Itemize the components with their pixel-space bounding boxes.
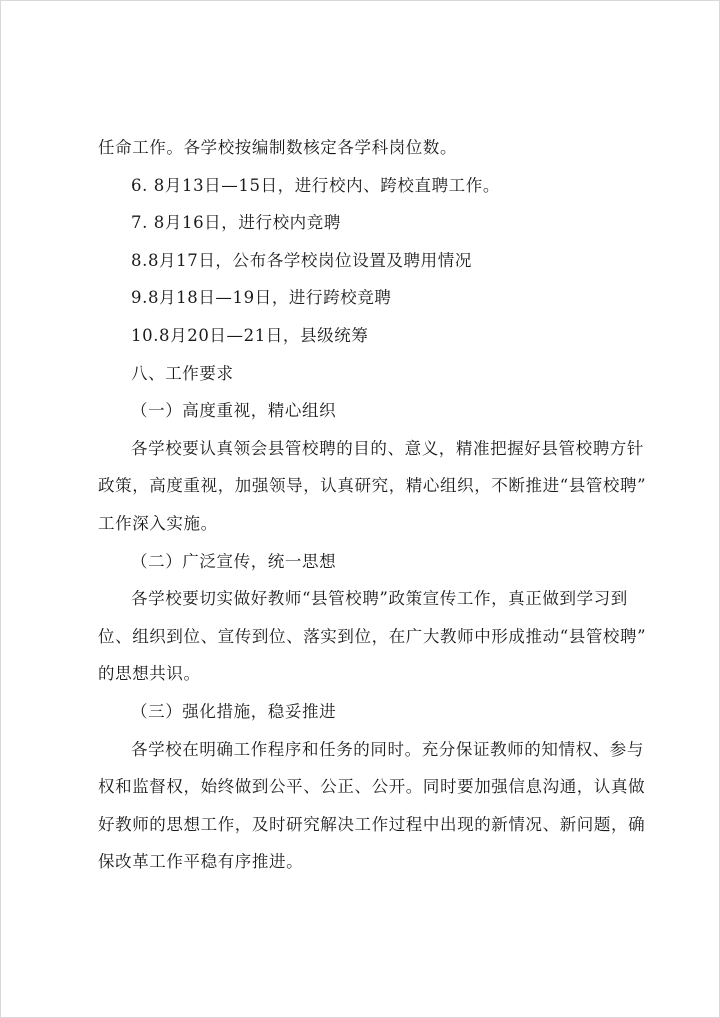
paragraph-line: 权和监督权，始终做到公平、公正、公开。同时要加强信息沟通，认真做 — [98, 777, 646, 797]
subsection-heading-1: （一）高度重视，精心组织 — [131, 401, 337, 421]
schedule-item-9: 9.8月18日—19日，进行跨校竞聘 — [131, 288, 392, 308]
paragraph-line: 好教师的思想工作，及时研究解决工作过程中出现的新情况、新问题，确 — [98, 814, 646, 834]
paragraph-line: 政策，高度重视，加强领导，认真研究，精心组织，不断推进“县管校聘” — [98, 476, 647, 496]
schedule-item-7: 7. 8月16日，进行校内竞聘 — [131, 213, 341, 233]
subsection-heading-3: （三）强化措施，稳妥推进 — [131, 701, 337, 721]
paragraph-line: 各学校要切实做好教师“县管校聘”政策宣传工作，真正做到学习到 — [131, 589, 628, 609]
paragraph-line: 的思想共识。 — [98, 664, 201, 684]
text-line: 任命工作。各学校按编制数核定各学科岗位数。 — [98, 138, 458, 157]
schedule-item-6: 6. 8月13日—15日，进行校内、跨校直聘工作。 — [131, 175, 500, 195]
paragraph-line: 各学校要认真领会县管校聘的目的、意义，精准把握好县管校聘方针 — [131, 438, 644, 458]
subsection-heading-2: （二）广泛宣传，统一思想 — [131, 551, 337, 571]
section-heading: 八、工作要求 — [131, 363, 234, 383]
schedule-item-8: 8.8月17日，公布各学校岗位设置及聘用情况 — [131, 250, 472, 270]
paragraph-line: 各学校在明确工作程序和任务的同时。充分保证教师的知情权、参与 — [131, 739, 644, 759]
paragraph-line: 位、组织到位、宣传到位、落实到位，在广大教师中形成推动“县管校聘” — [98, 626, 647, 646]
paragraph-line: 工作深入实施。 — [98, 513, 218, 533]
document-body — [98, 129, 647, 881]
schedule-item-10: 10.8月20日—21日，县级统筹 — [131, 325, 369, 345]
paragraph-line: 保改革工作平稳有序推进。 — [98, 852, 304, 872]
